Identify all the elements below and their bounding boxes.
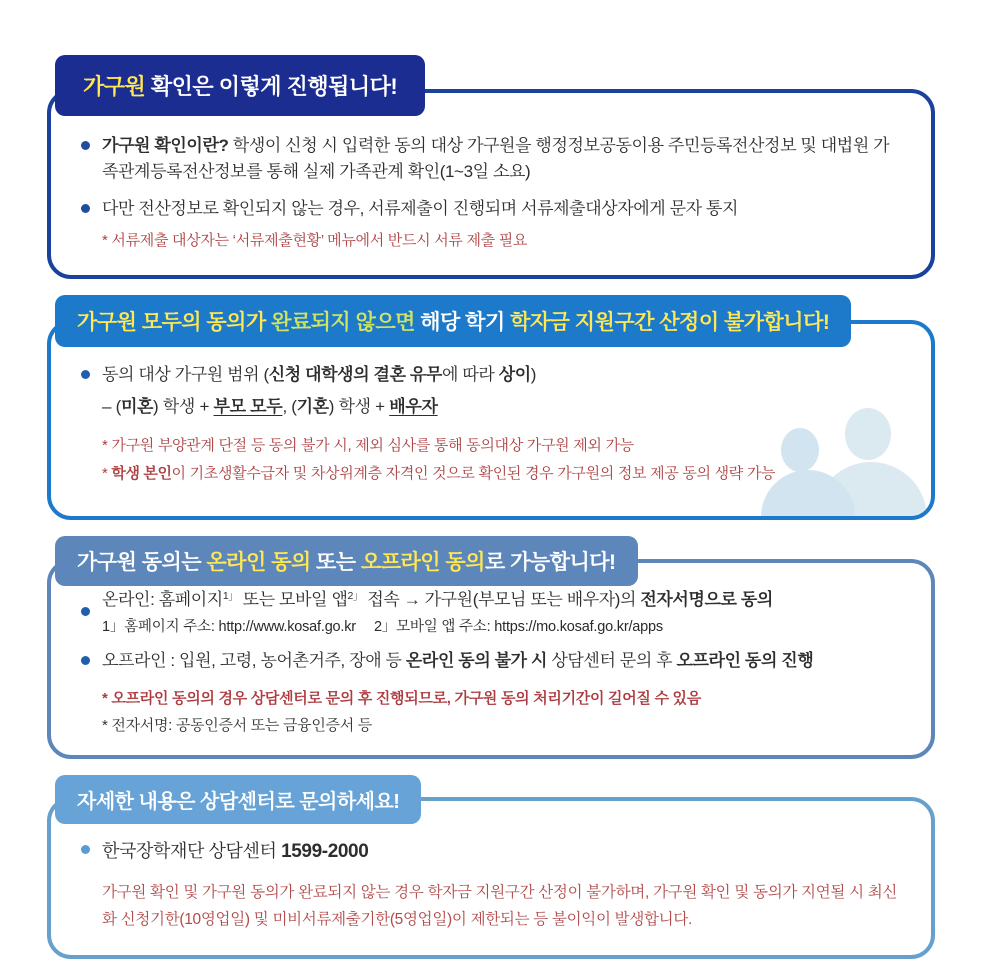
note-document-submission-required: * 서류제출 대상자는 ‘서류제출현황’ 메뉴에서 반드시 서류 제출 필요 xyxy=(102,232,528,250)
bullet-dot-icon xyxy=(81,607,90,616)
bold-term: 미혼 xyxy=(120,396,153,416)
section-2-title-seg2: 완료되지 않으면 xyxy=(271,310,421,334)
bullet-consent-scope xyxy=(81,362,901,388)
contact-phone-text xyxy=(102,837,368,866)
body-text: 동의 대상 가구원 범위 ( xyxy=(102,364,269,384)
bold-term: 전자서명으로 동의 xyxy=(640,589,773,609)
bullet-dot-icon xyxy=(81,204,90,213)
bullet-consent-scope-text xyxy=(102,362,536,388)
bullet-dot-icon xyxy=(81,370,90,379)
bold-term: 상이 xyxy=(498,364,531,384)
person-back-head-icon xyxy=(845,408,891,460)
section-verification-process xyxy=(47,55,935,279)
note-offline-processing-time: * 오프라인 동의의 경우 상담센터로 문의 후 진행되므로, 가구원 동의 처리기간이 길어질 수 있음 xyxy=(102,690,701,708)
section-2-title-seg1: 가구원 모두의 동의가 xyxy=(77,310,272,334)
bold-term: 오프라인 동의 진행 xyxy=(676,650,814,670)
section-1-header-tab xyxy=(55,55,425,116)
bullet-dot-icon xyxy=(81,845,90,854)
body-text: 접속 → 가구원(부모님 또는 배우자)의 xyxy=(363,589,641,609)
person-front-head-icon xyxy=(781,428,819,472)
bullet-document-submission-text: 다만 전산정보로 확인되지 않는 경우, 서류제출이 진행되며 서류제출대상자에게 문자 통지 xyxy=(102,198,739,218)
section-3-title-seg2: 온라인 동의 xyxy=(206,550,311,574)
body-text: ) 학생 + xyxy=(153,396,214,416)
section-3-title-seg4: 오프라인 동의 xyxy=(360,550,485,574)
bullet-offline-consent xyxy=(81,648,901,674)
section-4-title: 자세한 내용은 상담센터로 문의하세요! xyxy=(77,791,400,814)
section-3-title-seg3: 또는 xyxy=(310,550,361,574)
section-2-header-tab xyxy=(55,295,851,347)
section-2-title-seg4: 학자금 지원구간 산정이 불가합니다! xyxy=(510,310,830,334)
bullet-dot-icon xyxy=(81,141,90,150)
bold-term: 온라인 동의 불가 시 xyxy=(405,650,548,670)
section-3-title-seg1: 가구원 동의는 xyxy=(77,550,207,574)
note-exclusion-review: * 가구원 부양관계 단절 등 동의 불가 시, 제외 심사를 통해 동의대상 가구원 제외 가능 xyxy=(102,437,634,455)
section-2-content-box xyxy=(47,320,935,520)
body-text: – ( xyxy=(102,396,121,416)
body-text: , ( xyxy=(282,396,297,416)
bullet-verification-definition xyxy=(81,133,901,186)
section-consent-methods xyxy=(47,536,935,760)
bold-term: 학생 본인 xyxy=(111,464,172,482)
bullet-online-consent xyxy=(81,587,901,636)
body-text: 한국장학재단 상담센터 xyxy=(102,841,282,862)
body-text: 또는 모바일 앱 xyxy=(238,589,348,609)
bullet-online-consent-text xyxy=(102,587,773,636)
phone-number: 1599-2000 xyxy=(281,841,369,863)
bold-term: 가구원 확인이란? xyxy=(102,136,229,155)
section-3-header-tab xyxy=(55,536,638,586)
bullet-verification-definition-text xyxy=(102,133,901,186)
bold-term: 기혼 xyxy=(296,396,329,416)
body-text: 에 따라 xyxy=(441,364,499,384)
bullet-contact-phone xyxy=(81,837,901,866)
section-1-title-rest: 확인은 이렇게 진행됩니다! xyxy=(145,74,398,99)
section-3-title-seg5: 로 가능합니다! xyxy=(484,550,616,574)
bullet-offline-consent-text xyxy=(102,648,813,674)
note-digital-signature: * 전자서명: 공동인증서 또는 금융인증서 등 xyxy=(102,716,372,734)
section-1-content-box xyxy=(47,89,935,279)
bullet-document-submission xyxy=(81,196,901,222)
consent-urls xyxy=(102,615,773,636)
mobile-app-url: 2」모바일 앱 주소: https://mo.kosaf.go.kr/apps xyxy=(373,618,663,635)
disadvantage-warning-paragraph: 가구원 확인 및 가구원 동의가 완료되지 않는 경우 학자금 지원구간 산정이 불가하며, 가구원 확인 및 동의가 지연될 시 최신화 신청기한(10영업일) 및 미비서류제출기한(5영업일)이 제한되는 등 불이익이 발생합니다. xyxy=(102,883,898,928)
body-text: 온라인: 홈페이지 xyxy=(102,589,223,609)
bullet-dot-icon xyxy=(81,656,90,665)
body-text: 학생이 신청 시 입력한 동의 대상 가구원을 행정정보공동이용 주민등록전산정보 및 대법원 가족관계등록전산정보를 통해 실제 가족관계 확인(1~3일 소요) xyxy=(102,136,890,182)
section-consent-required xyxy=(47,295,935,520)
body-text: 오프라인 : 입원, 고령, 농어촌거주, 장애 등 xyxy=(102,650,406,670)
underlined-term: 부모 모두 xyxy=(213,396,283,416)
footnote-ref: 1」 xyxy=(222,589,239,602)
online-consent-line xyxy=(102,587,773,613)
bold-term: 신청 대학생의 결혼 유무 xyxy=(268,364,442,384)
body-text: ) xyxy=(530,364,536,384)
note-text: * xyxy=(102,464,112,482)
body-text: 상담센터 문의 후 xyxy=(547,650,677,670)
section-1-title-highlight: 가구원 xyxy=(83,74,146,99)
homepage-url: 1」홈페이지 주소: http://www.kosaf.go.kr xyxy=(102,618,356,635)
household-members-icon xyxy=(773,404,923,516)
section-4-header-tab xyxy=(55,775,421,824)
underlined-term: 배우자 xyxy=(389,396,438,416)
footnote-ref: 2」 xyxy=(347,589,364,602)
section-3-content-box xyxy=(47,559,935,760)
section-2-title-seg3: 해당 학기 xyxy=(420,310,511,334)
section-contact-center xyxy=(47,775,935,959)
body-text: ) 학생 + xyxy=(328,396,390,416)
note-text: 이 기초생활수급자 및 차상위계층 자격인 것으로 확인된 경우 가구원의 정보 제공 동의 생략 가능 xyxy=(171,464,776,482)
